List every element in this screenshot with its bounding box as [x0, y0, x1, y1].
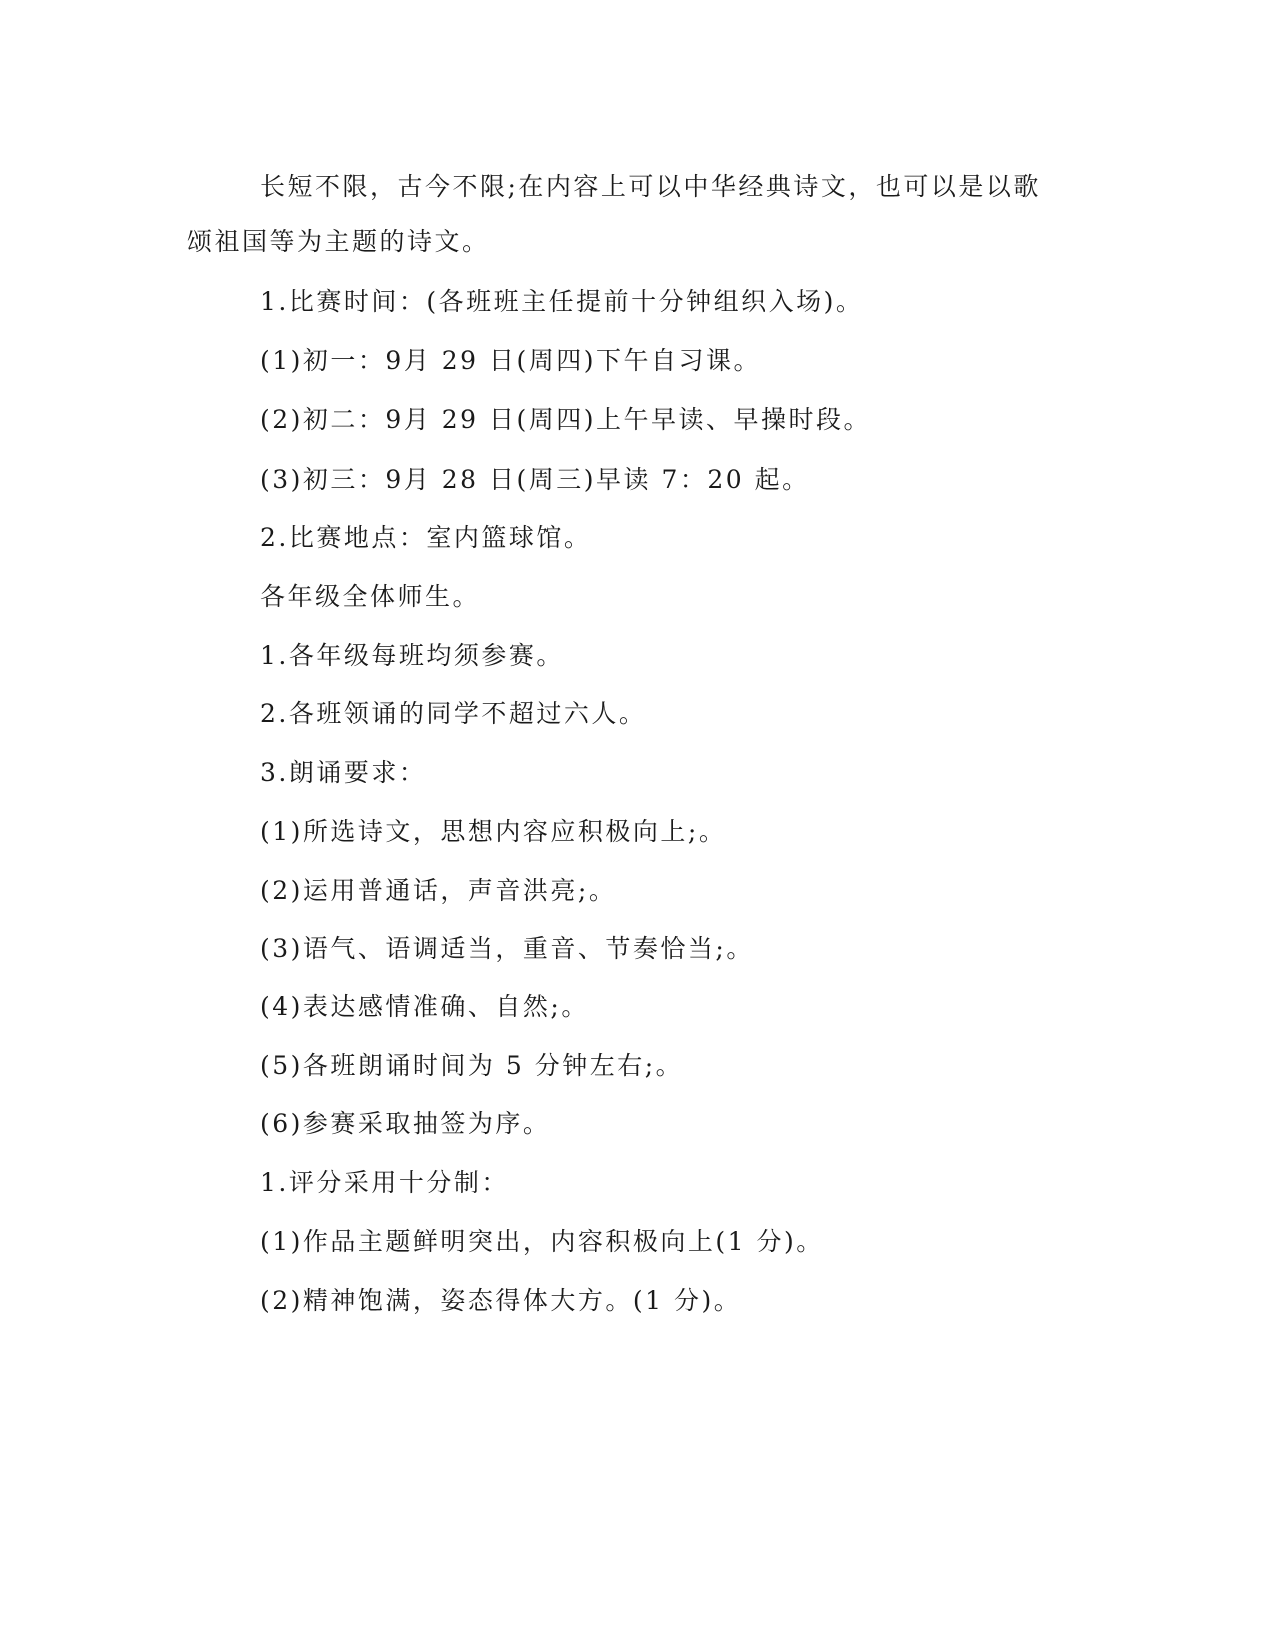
requirement-3: (3)语气、语调适当，重音、节奏恰当;。 [260, 934, 754, 963]
rule-2: 2.各班领诵的同学不超过六人。 [260, 699, 647, 728]
competition-time-heading: 1.比赛时间：(各班班主任提前十分钟组织入场)。 [260, 287, 864, 316]
schedule-grade-1: (1)初一：9月 29 日(周四)下午自习课。 [260, 346, 762, 375]
requirement-2: (2)运用普通话，声音洪亮;。 [260, 876, 617, 905]
participants: 各年级全体师生。 [260, 582, 481, 611]
intro-paragraph-line-2: 颂祖国等为主题的诗文。 [187, 227, 490, 256]
schedule-grade-3: (3)初三：9月 28 日(周三)早读 7：20 起。 [260, 465, 810, 494]
schedule-grade-2: (2)初二：9月 29 日(周四)上午早读、早操时段。 [260, 405, 872, 434]
competition-venue: 2.比赛地点：室内篮球馆。 [260, 523, 592, 552]
intro-paragraph-line-1: 长短不限，古今不限;在内容上可以中华经典诗文，也可以是以歌 [260, 172, 1041, 201]
requirement-6: (6)参赛采取抽签为序。 [260, 1109, 551, 1138]
requirement-5: (5)各班朗诵时间为 5 分钟左右;。 [260, 1051, 684, 1080]
recitation-requirements-heading: 3.朗诵要求： [260, 758, 427, 787]
requirement-1: (1)所选诗文，思想内容应积极向上;。 [260, 817, 727, 846]
scoring-item-2: (2)精神饱满，姿态得体大方。(1 分)。 [260, 1286, 742, 1315]
requirement-4: (4)表达感情准确、自然;。 [260, 992, 589, 1021]
scoring-heading: 1.评分采用十分制： [260, 1168, 509, 1197]
scoring-item-1: (1)作品主题鲜明突出，内容积极向上(1 分)。 [260, 1227, 824, 1256]
rule-1: 1.各年级每班均须参赛。 [260, 641, 564, 670]
